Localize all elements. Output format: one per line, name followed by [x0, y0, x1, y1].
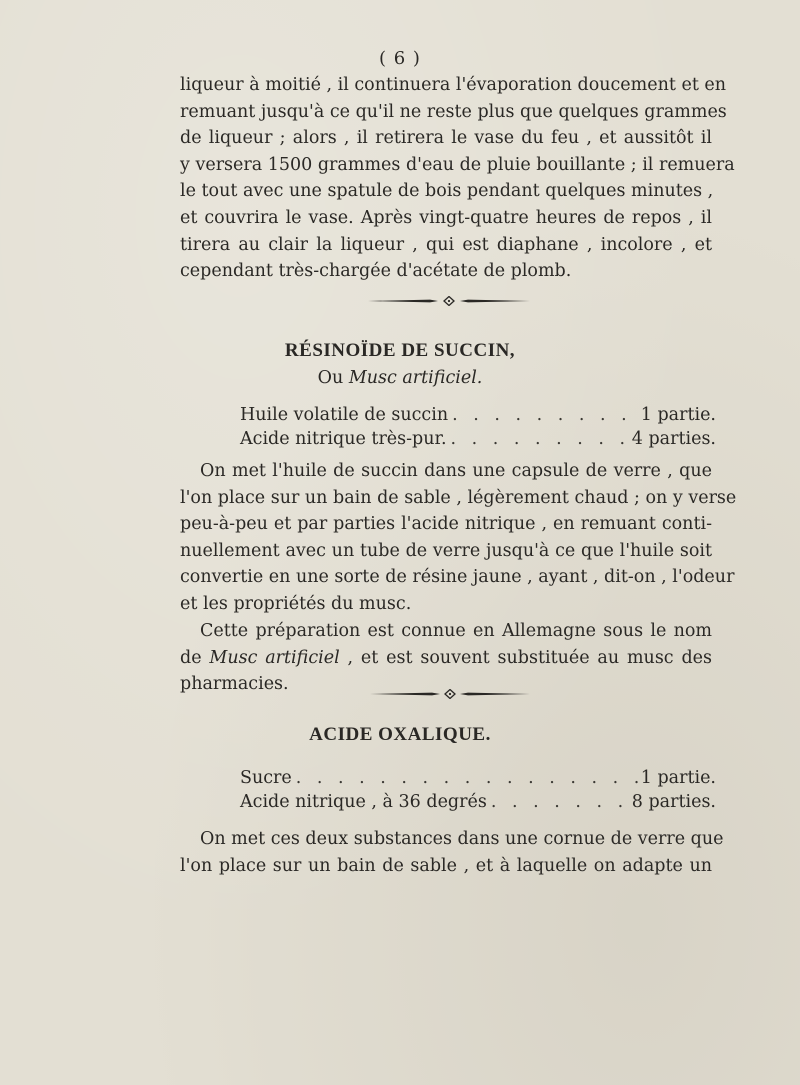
recipe-list-oxalique [240, 766, 716, 814]
recipe-row [240, 403, 716, 427]
text-line: tirera au clair la liqueur , qui est diaphane , incolore , et [180, 234, 712, 255]
text-line [180, 645, 712, 672]
section-title-resinoide: RÉSINOÏDE DE SUCCIN, [284, 340, 516, 361]
recipe-list-resinoide [240, 403, 716, 451]
text-line: pharmacies. [180, 674, 289, 695]
recipe-row [240, 427, 716, 451]
intro-paragraph [180, 72, 735, 285]
paragraph-note-resinoide [180, 618, 712, 698]
recipe-ingredient: Sucre [240, 768, 292, 788]
text-line: et les propriétés du musc. [180, 593, 412, 614]
recipe-ingredient: Acide nitrique très-pur. [240, 429, 447, 449]
text-line: cependant très-chargée d'acétate de plomb. [180, 261, 572, 282]
section-title-acide-oxalique: ACIDE OXALIQUE. [309, 724, 491, 745]
text-line: peu-à-peu et par parties l'acide nitrique , en remuant conti- [180, 514, 712, 535]
text-line: de liqueur ; alors , il retirera le vase du feu , et aussitôt il [180, 128, 712, 149]
recipe-quantity: 8 parties. [631, 792, 716, 812]
text-line: Cette préparation est connue en Allemagne sous le nom [200, 621, 712, 641]
text-line: liqueur à moitié , il continuera l'évaporation doucement et en [180, 75, 727, 95]
recipe-ingredient: Acide nitrique , à 36 degrés [240, 792, 487, 812]
text-line: On met l'huile de succin dans une capsule de verre , que [200, 461, 712, 481]
recipe-quantity: 4 parties. [631, 429, 716, 449]
text-line: remuant jusqu'à ce qu'il ne reste plus que quelques grammes [180, 101, 727, 122]
page-number: ( 6 ) [379, 48, 421, 69]
subtitle-prefix: Ou [317, 368, 349, 388]
text-fragment: , et est souvent substituée au musc des [339, 647, 712, 668]
italic-term: Musc artificiel [209, 647, 340, 668]
text-fragment: de [180, 647, 210, 668]
text-line: convertie en une sorte de résine jaune , ayant , dit-on , l'odeur [180, 567, 735, 588]
text-line: On met ces deux substances dans une cornue de verre que [200, 829, 724, 849]
ornamental-rule-divider [370, 689, 530, 699]
leader-dots [487, 790, 632, 814]
text-line: nuellement avec un tube de verre jusqu'à ce que l'huile soit [180, 540, 712, 561]
recipe-ingredient: Huile volatile de succin [240, 405, 449, 425]
ornamental-rule-divider [368, 296, 530, 306]
text-line: le tout avec une spatule de bois pendant quelques minutes , [180, 181, 714, 202]
leader-dots [292, 766, 641, 790]
text-line: y versera 1500 grammes d'eau de pluie bouillante ; il remuera [180, 154, 735, 175]
subtitle-italic: Musc artificiel. [348, 368, 483, 388]
recipe-quantity: 1 partie. [640, 405, 716, 425]
recipe-row [240, 790, 716, 814]
paragraph-method-oxalique [180, 826, 724, 879]
recipe-row [240, 766, 716, 790]
paragraph-method-resinoide [180, 458, 737, 618]
recipe-quantity: 1 partie. [640, 768, 716, 788]
text-line: et couvrira le vase. Après vingt-quatre heures de repos , il [180, 207, 712, 228]
text-line: l'on place sur un bain de sable , légèrement chaud ; on y verse [180, 487, 737, 508]
section-subtitle-musc [0, 368, 800, 388]
leader-dots [447, 427, 632, 451]
text-line: l'on place sur un bain de sable , et à laquelle on adapte un [180, 855, 712, 876]
leader-dots [448, 403, 641, 427]
